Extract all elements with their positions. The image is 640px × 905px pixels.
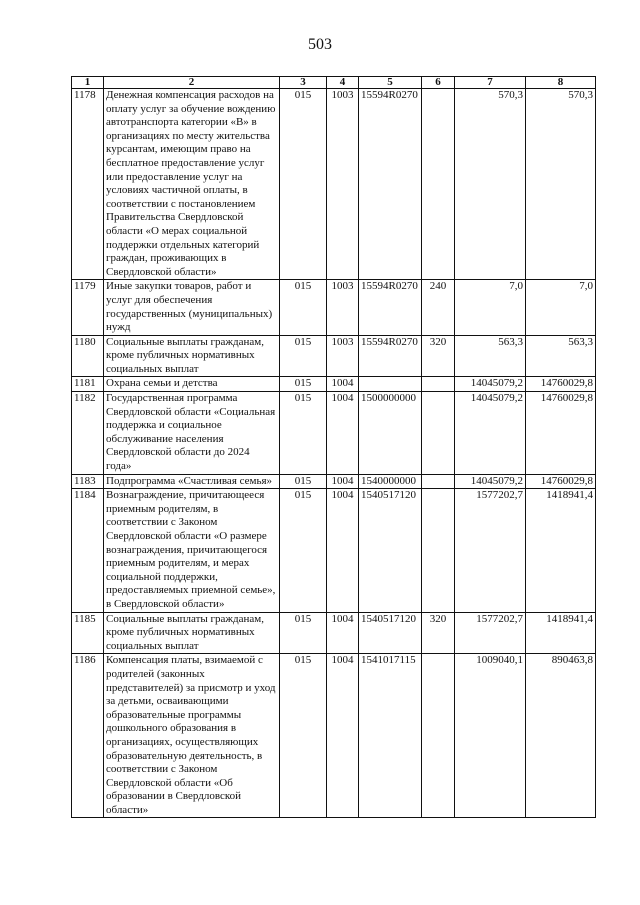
column-header: 7 [455,77,526,89]
code-ministry: 015 [280,89,327,280]
amount-col8: 1418941,4 [526,489,596,612]
row-name: Государственная программа Свердловской области «Социальная поддержка и социальное обслуживание населения Свердловской области до 2024 года» [104,392,280,475]
code-expense-type [422,654,455,818]
table-row [72,392,596,475]
code-target: 15594R0270 [359,89,422,280]
code-section: 1004 [327,489,359,612]
row-number: 1182 [72,392,104,475]
table-row [72,474,596,489]
row-name: Охрана семьи и детства [104,377,280,392]
table-row [72,89,596,280]
code-expense-type [422,474,455,489]
amount-col7: 1009040,1 [455,654,526,818]
row-number: 1186 [72,654,104,818]
table-row [72,280,596,335]
code-section: 1004 [327,612,359,654]
table-row [72,377,596,392]
amount-col8: 890463,8 [526,654,596,818]
row-number: 1178 [72,89,104,280]
code-ministry: 015 [280,335,327,377]
code-ministry: 015 [280,280,327,335]
code-section: 1004 [327,377,359,392]
table-row [72,612,596,654]
code-ministry: 015 [280,654,327,818]
row-name: Компенсация платы, взимаемой с родителей (законных представителей) за присмотр и уход за детьми, осваивающими образовательные программы дошкольного образования в организациях, осуществляющих образовательную деятельность, в соответствии с Законом Свердловской области «Об образовании в Свердловской области» [104,654,280,818]
header-row [72,77,596,89]
table-row [72,654,596,818]
row-name: Иные закупки товаров, работ и услуг для обеспечения государственных (муниципальных) нужд [104,280,280,335]
row-number: 1180 [72,335,104,377]
code-section: 1003 [327,89,359,280]
row-number: 1183 [72,474,104,489]
amount-col8: 1418941,4 [526,612,596,654]
code-section: 1004 [327,654,359,818]
column-header: 5 [359,77,422,89]
code-expense-type [422,377,455,392]
row-name: Социальные выплаты гражданам, кроме публичных нормативных социальных выплат [104,335,280,377]
row-number: 1181 [72,377,104,392]
code-section: 1003 [327,335,359,377]
amount-col8: 570,3 [526,89,596,280]
code-target: 1500000000 [359,392,422,475]
code-ministry: 015 [280,489,327,612]
code-expense-type: 320 [422,612,455,654]
code-section: 1004 [327,392,359,475]
column-header: 3 [280,77,327,89]
code-target: 1541017115 [359,654,422,818]
code-expense-type [422,89,455,280]
table-row [72,489,596,612]
code-expense-type [422,489,455,612]
amount-col8: 14760029,8 [526,377,596,392]
amount-col8: 14760029,8 [526,474,596,489]
code-target [359,377,422,392]
row-name: Социальные выплаты гражданам, кроме публичных нормативных социальных выплат [104,612,280,654]
code-ministry: 015 [280,392,327,475]
code-ministry: 015 [280,474,327,489]
code-expense-type: 320 [422,335,455,377]
code-section: 1004 [327,474,359,489]
amount-col8: 7,0 [526,280,596,335]
code-ministry: 015 [280,612,327,654]
code-expense-type [422,392,455,475]
column-header: 1 [72,77,104,89]
amount-col7: 14045079,2 [455,474,526,489]
code-expense-type: 240 [422,280,455,335]
code-section: 1003 [327,280,359,335]
code-target: 15594R0270 [359,280,422,335]
code-target: 1540517120 [359,489,422,612]
table-row [72,335,596,377]
column-header: 4 [327,77,359,89]
column-header: 2 [104,77,280,89]
row-number: 1184 [72,489,104,612]
amount-col7: 563,3 [455,335,526,377]
code-target: 15594R0270 [359,335,422,377]
row-name: Подпрограмма «Счастливая семья» [104,474,280,489]
amount-col8: 14760029,8 [526,392,596,475]
code-target: 1540517120 [359,612,422,654]
amount-col7: 14045079,2 [455,377,526,392]
amount-col7: 1577202,7 [455,489,526,612]
column-header: 6 [422,77,455,89]
amount-col7: 570,3 [455,89,526,280]
row-number: 1185 [72,612,104,654]
amount-col7: 1577202,7 [455,612,526,654]
row-number: 1179 [72,280,104,335]
code-ministry: 015 [280,377,327,392]
column-header: 8 [526,77,596,89]
amount-col7: 14045079,2 [455,392,526,475]
code-target: 1540000000 [359,474,422,489]
row-name: Денежная компенсация расходов на оплату услуг за обучение вождению автотранспорта категории «В» в организациях по месту жительства курсантам, имеющим право на бесплатное предоставление услуг или предоставление услуг на условиях частичной оплаты, в соответствии с постановлением Правительства Свердловской области «О мерах социальной поддержки отдельных категорий граждан, проживающих в Свердловской области» [104,89,280,280]
amount-col8: 563,3 [526,335,596,377]
row-name: Вознаграждение, причитающееся приемным родителям, в соответствии с Законом Свердловской области «О размере вознаграждения, причитающегося приемным родителям, и мерах социальной поддержки, предоставляемых приемной семье», в Свердловской области» [104,489,280,612]
amount-col7: 7,0 [455,280,526,335]
page-number: 503 [308,36,332,53]
budget-table [71,76,596,818]
